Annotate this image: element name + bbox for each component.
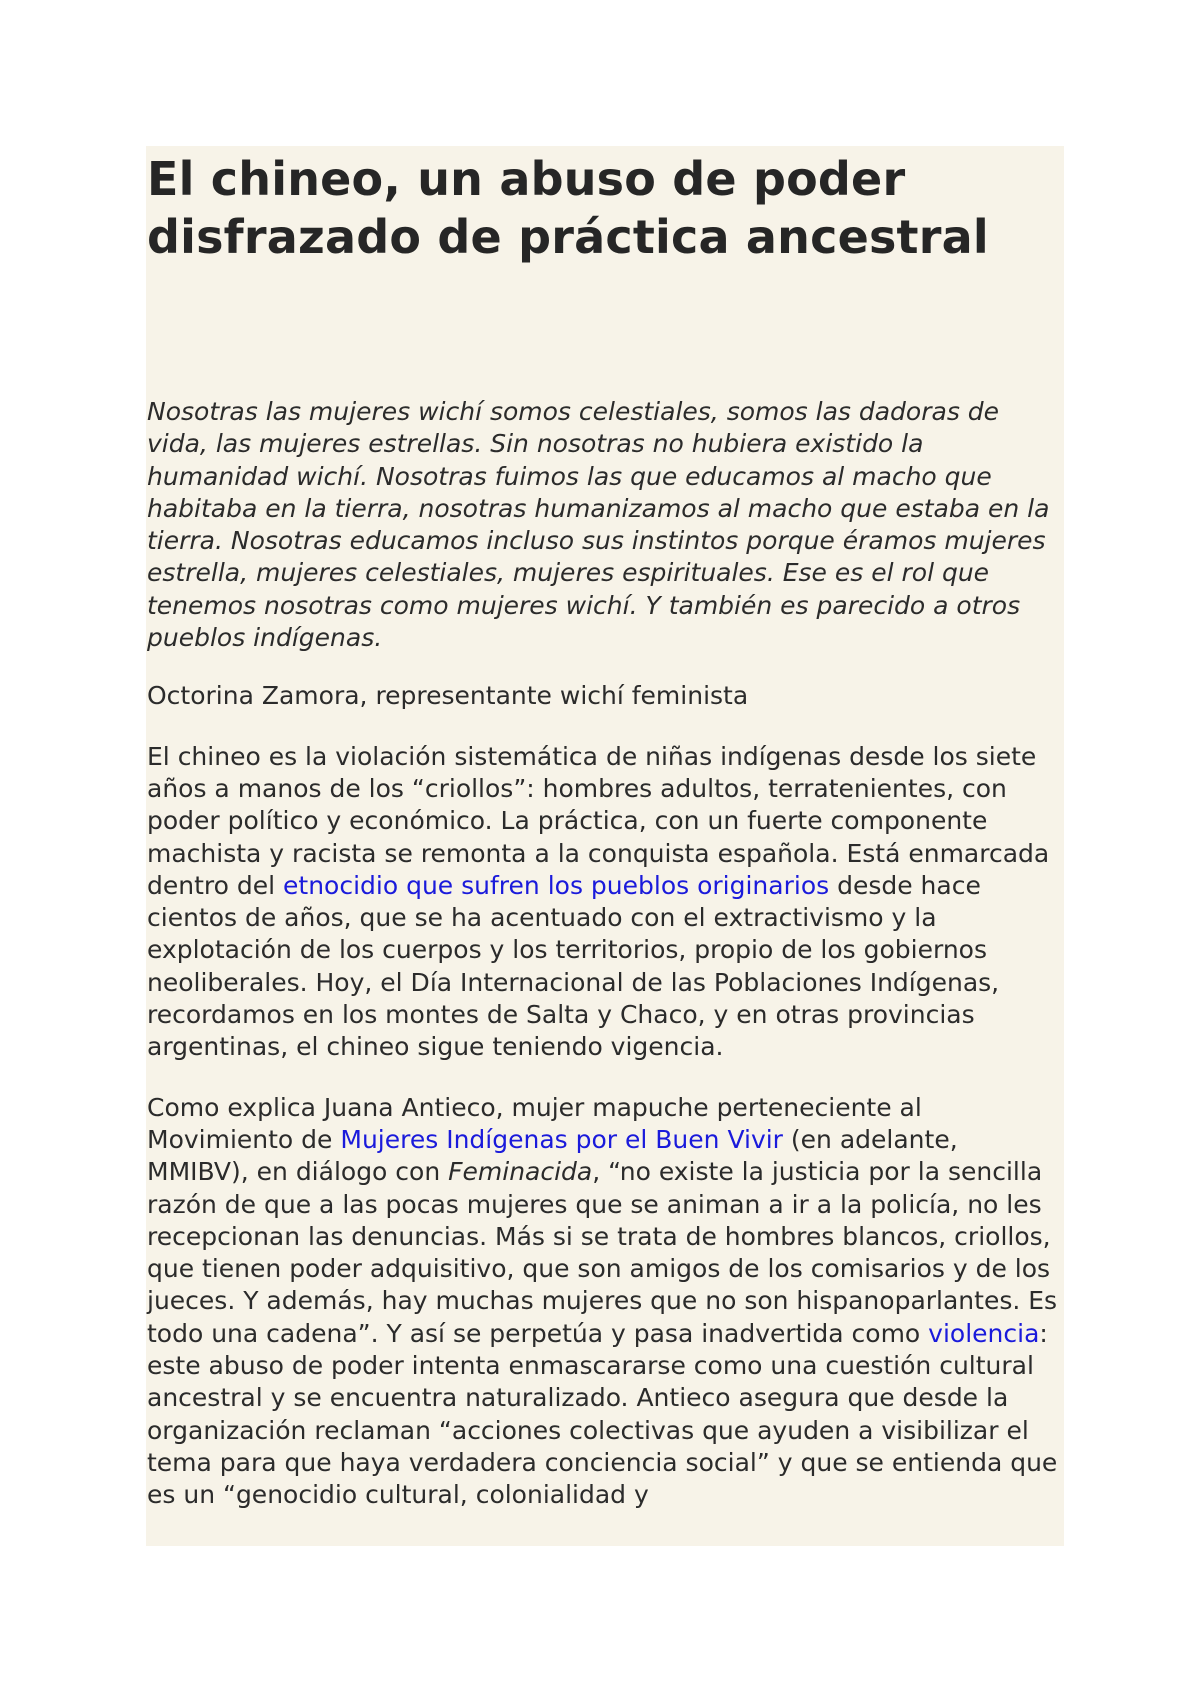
body-paragraph-1 bbox=[147, 741, 1063, 1064]
link-violencia[interactable]: violencia bbox=[928, 1318, 1040, 1348]
body-paragraph-2 bbox=[147, 1092, 1063, 1512]
paragraph-text: Como explica Juana Antieco, mujer mapuche perteneciente al Movimiento de bbox=[147, 1092, 922, 1154]
document-page bbox=[146, 146, 1064, 1546]
paragraph-text: , “no existe la justicia por la sencilla razón de que a las pocas mujeres que se animan a ir a la policía, no les recepcionan las denuncias. Más si se trata de hombres blancos, criollos, que tienen poder adquisitivo, que son amigos de los comisarios y de los jueces. Y además, hay muchas mujeres que no son hispanoparlantes. Es todo una cadena”. Y así se perpetúa y pasa inadvertida como bbox=[147, 1157, 1058, 1348]
link-mujeres-indigenas[interactable]: Mujeres Indígenas por el Buen Vivir bbox=[340, 1124, 783, 1154]
quote-attribution: Octorina Zamora, representante wichí feminista bbox=[147, 681, 749, 711]
epigraph-quote: Nosotras las mujeres wichí somos celestiales, somos las dadoras de vida, las mujeres estrellas. Sin nosotras no hubiera existido la humanidad wichí. Nosotras fuimos las que educamos al macho que habitaba en la tierra, nosotras humanizamos al macho que estaba en la tierra. Nosotras educamos incluso sus instintos porque éramos mujeres estrella, mujeres celestiales, mujeres espirituales. Ese es el rol que tenemos nosotras como mujeres wichí. Y también es parecido a otros pueblos indígenas. bbox=[147, 397, 1050, 653]
document-content bbox=[147, 146, 1063, 1512]
paragraph-text: : este abuso de poder intenta enmascararse como una cuestión cultural ancestral y se encuentra naturalizado. Antieco asegura que desde la organización reclaman “acciones colectivas que ayuden a visibilizar el tema para que haya verdadera conciencia social” y que se entienda que es un “genocidio cultural, colonialidad y bbox=[147, 1318, 1058, 1510]
article-title: El chineo, un abuso de poder disfrazado de práctica ancestral bbox=[147, 152, 989, 264]
paragraph-text: (en adelante, MMIBV), en diálogo con bbox=[147, 1124, 958, 1187]
link-etnocidio[interactable]: etnocidio que sufren los pueblos originarios bbox=[283, 870, 830, 900]
publication-name: Feminacida bbox=[448, 1157, 593, 1187]
paragraph-text: El chineo es la violación sistemática de niñas indígenas desde los siete años a manos de los “criollos”: hombres adultos, terratenientes, con poder político y económico. La práctica, con un fuerte componente machista y racista se remonta a la conquista española. Está enmarcada dentro del bbox=[147, 741, 1050, 900]
paragraph-text: desde hace cientos de años, que se ha acentuado con el extractivismo y la explotación de los cuerpos y los territorios, propio de los gobiernos neoliberales. Hoy, el Día Internacional de las Poblaciones Indígenas, recordamos en los montes de Salta y Chaco, y en otras provincias argentinas, el chineo sigue teniendo vigencia. bbox=[147, 870, 1000, 1062]
